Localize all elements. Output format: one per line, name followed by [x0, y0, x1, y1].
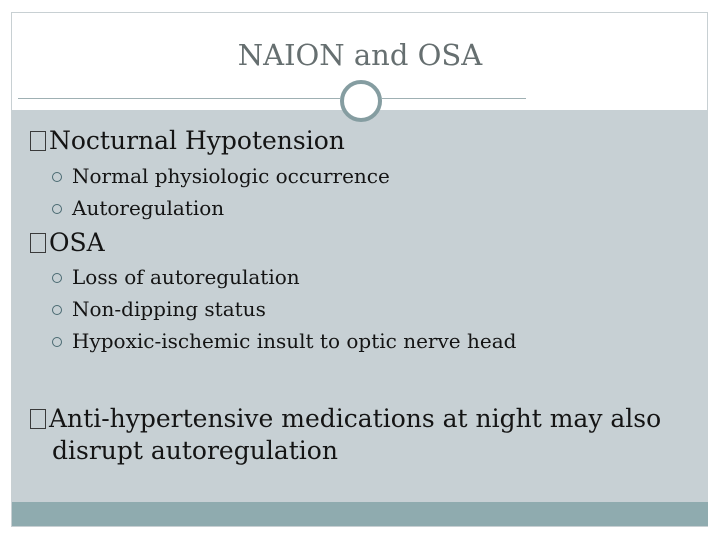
list-item — [52, 329, 516, 353]
list-item-text: Loss of autoregulation — [72, 265, 300, 289]
list-item — [52, 265, 300, 289]
section-heading-text: disrupt autoregulation — [52, 436, 338, 465]
square-box-icon — [30, 233, 46, 253]
list-item — [52, 196, 224, 220]
square-box-icon — [30, 409, 46, 429]
title-divider-left — [18, 98, 340, 99]
ring-bullet-icon — [52, 273, 62, 283]
ring-bullet-icon — [52, 204, 62, 214]
section-heading — [30, 404, 661, 433]
ring-bullet-icon — [52, 172, 62, 182]
square-box-icon — [30, 131, 46, 151]
ring-bullet-icon — [52, 337, 62, 347]
footer-bar — [12, 502, 708, 526]
list-item-text: Autoregulation — [72, 196, 225, 220]
section-heading — [30, 228, 105, 257]
section-heading-continuation — [52, 436, 338, 465]
slide-title: NAION and OSA — [237, 38, 483, 72]
list-item — [52, 164, 390, 188]
section-heading-text: Nocturnal Hypotension — [49, 126, 345, 155]
list-item-text: Normal physiologic occurrence — [72, 164, 390, 188]
list-item — [52, 297, 266, 321]
section-heading-text: Anti-hypertensive medications at night may also — [49, 404, 662, 433]
title-divider-right — [382, 98, 526, 99]
list-item-text: Non-dipping status — [72, 297, 266, 321]
ring-bullet-icon — [52, 305, 62, 315]
circle-ornament-icon — [340, 80, 382, 122]
section-heading — [30, 126, 345, 155]
section-heading-text: OSA — [49, 228, 105, 257]
list-item-text: Hypoxic-ischemic insult to optic nerve head — [72, 329, 517, 353]
